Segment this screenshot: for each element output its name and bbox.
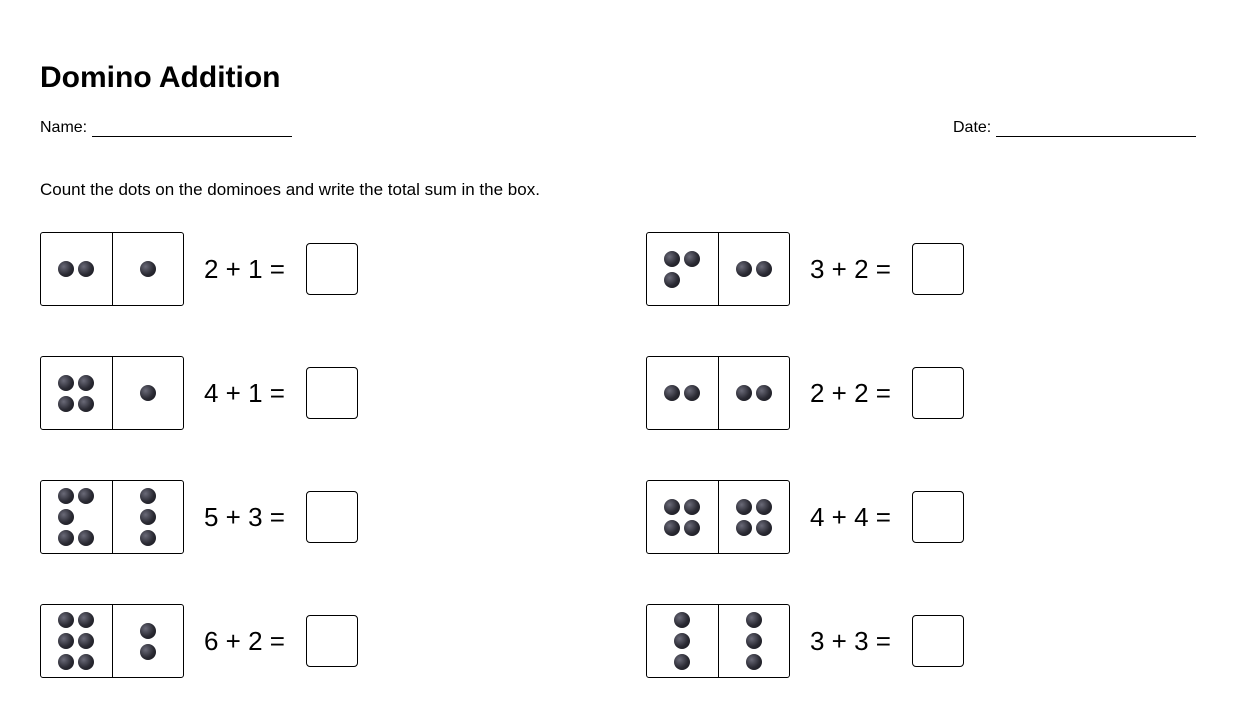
equation-text: 3 + 3 = <box>810 625 891 656</box>
domino-left-half <box>41 481 113 553</box>
domino-pip <box>58 488 74 504</box>
domino-pip <box>756 499 772 515</box>
domino-pip <box>58 612 74 628</box>
domino-tile <box>646 604 790 678</box>
domino-pip <box>78 261 94 277</box>
domino-pip <box>756 385 772 401</box>
answer-box[interactable] <box>306 615 358 667</box>
domino-right-half <box>719 357 790 429</box>
domino-pip <box>58 396 74 412</box>
domino-pip <box>684 499 700 515</box>
domino-pip <box>664 272 680 288</box>
domino-pip <box>78 633 94 649</box>
domino-tile <box>646 480 790 554</box>
domino-pip <box>140 509 156 525</box>
domino-pip <box>78 396 94 412</box>
domino-pip <box>140 623 156 639</box>
domino-right-half <box>719 605 790 677</box>
domino-pip <box>736 385 752 401</box>
name-field <box>40 119 292 137</box>
date-blank-line[interactable] <box>996 120 1196 137</box>
date-label: Date: <box>953 119 992 136</box>
equation-text: 5 + 3 = <box>204 501 285 532</box>
answer-box[interactable] <box>306 243 358 295</box>
domino-pip <box>58 375 74 391</box>
answer-box[interactable] <box>912 367 964 419</box>
equation-text: 4 + 4 = <box>810 501 891 532</box>
answer-box[interactable] <box>306 367 358 419</box>
domino-left-half <box>41 605 113 677</box>
domino-right-half <box>113 481 184 553</box>
domino-problem <box>646 356 964 430</box>
domino-right-half <box>113 605 184 677</box>
domino-right-half <box>113 233 184 305</box>
domino-left-half <box>647 357 719 429</box>
domino-problem <box>40 480 358 554</box>
domino-tile <box>40 480 184 554</box>
domino-tile <box>646 232 790 306</box>
domino-pip <box>736 499 752 515</box>
domino-pip <box>664 385 680 401</box>
domino-tile <box>40 232 184 306</box>
domino-pip <box>58 261 74 277</box>
domino-problem <box>40 232 358 306</box>
domino-right-half <box>719 481 790 553</box>
domino-pip <box>684 251 700 267</box>
answer-box[interactable] <box>912 615 964 667</box>
domino-pip <box>78 530 94 546</box>
worksheet-title: Domino Addition <box>40 61 281 94</box>
equation-text: 3 + 2 = <box>810 253 891 284</box>
date-field <box>953 119 1196 137</box>
domino-tile <box>40 604 184 678</box>
domino-pip <box>674 612 690 628</box>
domino-left-half <box>647 481 719 553</box>
domino-pip <box>736 520 752 536</box>
domino-pip <box>58 654 74 670</box>
domino-pip <box>140 644 156 660</box>
domino-pip <box>58 633 74 649</box>
domino-pip <box>78 488 94 504</box>
equation-text: 2 + 2 = <box>810 377 891 408</box>
name-blank-line[interactable] <box>92 120 292 137</box>
domino-pip <box>58 509 74 525</box>
domino-pip <box>664 499 680 515</box>
domino-pip <box>684 385 700 401</box>
domino-right-half <box>719 233 790 305</box>
domino-pip <box>674 633 690 649</box>
domino-pip <box>746 612 762 628</box>
domino-pip <box>58 530 74 546</box>
domino-pip <box>78 654 94 670</box>
name-label: Name: <box>40 119 88 136</box>
domino-left-half <box>41 233 113 305</box>
domino-problem <box>646 480 964 554</box>
domino-pip <box>756 520 772 536</box>
domino-pip <box>746 633 762 649</box>
equation-text: 4 + 1 = <box>204 377 285 408</box>
domino-pip <box>140 530 156 546</box>
domino-pip <box>140 488 156 504</box>
answer-box[interactable] <box>912 243 964 295</box>
domino-tile <box>646 356 790 430</box>
domino-left-half <box>647 233 719 305</box>
domino-pip <box>140 261 156 277</box>
domino-problem <box>40 356 358 430</box>
answer-box[interactable] <box>306 491 358 543</box>
domino-left-half <box>41 357 113 429</box>
domino-tile <box>40 356 184 430</box>
domino-pip <box>756 261 772 277</box>
equation-text: 6 + 2 = <box>204 625 285 656</box>
equation-text: 2 + 1 = <box>204 253 285 284</box>
domino-pip <box>140 385 156 401</box>
instructions: Count the dots on the dominoes and write the total sum in the box. <box>40 180 540 199</box>
domino-problem <box>40 604 358 678</box>
domino-pip <box>664 251 680 267</box>
domino-problem <box>646 232 964 306</box>
answer-box[interactable] <box>912 491 964 543</box>
domino-pip <box>664 520 680 536</box>
domino-right-half <box>113 357 184 429</box>
domino-problem <box>646 604 964 678</box>
domino-pip <box>78 612 94 628</box>
domino-pip <box>684 520 700 536</box>
domino-pip <box>746 654 762 670</box>
domino-pip <box>736 261 752 277</box>
domino-left-half <box>647 605 719 677</box>
domino-pip <box>674 654 690 670</box>
domino-pip <box>78 375 94 391</box>
